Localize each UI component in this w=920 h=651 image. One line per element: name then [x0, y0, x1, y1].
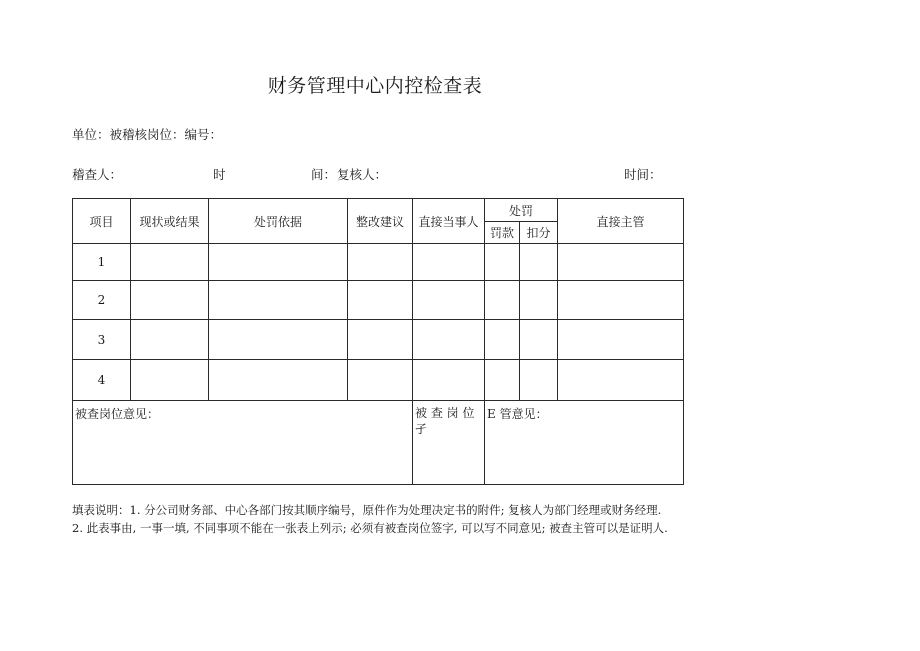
- inspection-table: [72, 198, 684, 485]
- cell-fine[interactable]: [485, 360, 520, 401]
- cell-supervisor[interactable]: [558, 244, 684, 281]
- review-time-label: 时间：: [624, 167, 662, 182]
- row-number: 1: [73, 244, 131, 281]
- header-party: 直接当事人: [413, 199, 485, 244]
- row-number: 3: [73, 320, 131, 360]
- cell-advice[interactable]: [348, 244, 413, 281]
- cell-party[interactable]: [413, 244, 485, 281]
- row-number: 2: [73, 281, 131, 320]
- cell-basis[interactable]: [209, 360, 348, 401]
- cell-fine[interactable]: [485, 244, 520, 281]
- header-basis: 处罚依据: [209, 199, 348, 244]
- row-number: 4: [73, 360, 131, 401]
- table-row: [73, 320, 684, 360]
- time-label-part1: 时: [213, 167, 226, 182]
- cell-party[interactable]: [413, 320, 485, 360]
- inspected-opinion-cell[interactable]: [73, 401, 413, 485]
- table-row: [73, 281, 684, 320]
- supervisor-opinion-label: E 管意见：: [487, 407, 548, 421]
- cell-points[interactable]: [520, 320, 558, 360]
- inspected-signature-label: 被 查 岗 位 孑: [415, 406, 475, 436]
- header-supervisor: 直接主管: [558, 199, 684, 244]
- document-title: 财务管理中心内控检查表: [267, 75, 483, 97]
- header-penalty: 处罚: [485, 199, 558, 222]
- cell-supervisor[interactable]: [558, 281, 684, 320]
- reviewer-label: 复核人：: [337, 167, 388, 182]
- unit-line: 单位：被稽核岗位：编号：: [72, 127, 223, 142]
- cell-basis[interactable]: [209, 320, 348, 360]
- cell-points[interactable]: [520, 281, 558, 320]
- cell-supervisor[interactable]: [558, 320, 684, 360]
- cell-party[interactable]: [413, 360, 485, 401]
- cell-fine[interactable]: [485, 320, 520, 360]
- cell-fine[interactable]: [485, 281, 520, 320]
- time-label-part2: 间：: [311, 167, 337, 182]
- cell-advice[interactable]: [348, 281, 413, 320]
- header-points: 扣分: [520, 222, 558, 244]
- cell-advice[interactable]: [348, 360, 413, 401]
- notes-line-1: 填表说明：1. 分公司财务部、中心各部门按其顺序编号，原件作为处理决定书的附件; 复核人为部门经理或财务经理.: [72, 503, 662, 517]
- cell-status[interactable]: [131, 360, 209, 401]
- notes-line-2: 2. 此表事由, 一事一填, 不同事项不能在一张表上列示; 必须有被查岗位签字, 可以写不同意见; 被查主管可以是证明人.: [72, 521, 668, 535]
- cell-status[interactable]: [131, 281, 209, 320]
- supervisor-opinion-cell[interactable]: [485, 401, 684, 485]
- cell-advice[interactable]: [348, 320, 413, 360]
- table-row: [73, 244, 684, 281]
- cell-basis[interactable]: [209, 281, 348, 320]
- header-status: 现状或结果: [131, 199, 209, 244]
- cell-status[interactable]: [131, 244, 209, 281]
- cell-points[interactable]: [520, 244, 558, 281]
- header-fine: 罚款: [485, 222, 520, 244]
- cell-points[interactable]: [520, 360, 558, 401]
- opinion-row: [73, 401, 684, 485]
- cell-party[interactable]: [413, 281, 485, 320]
- header-item: 项目: [73, 199, 131, 244]
- inspected-signature-cell[interactable]: [413, 401, 485, 485]
- table-row: [73, 360, 684, 401]
- cell-basis[interactable]: [209, 244, 348, 281]
- header-row: [73, 199, 684, 222]
- cell-status[interactable]: [131, 320, 209, 360]
- inspector-label: 稽查人：: [72, 167, 123, 182]
- inspected-opinion-label: 被查岗位意见：: [75, 407, 160, 421]
- cell-supervisor[interactable]: [558, 360, 684, 401]
- header-advice: 整改建议: [348, 199, 413, 244]
